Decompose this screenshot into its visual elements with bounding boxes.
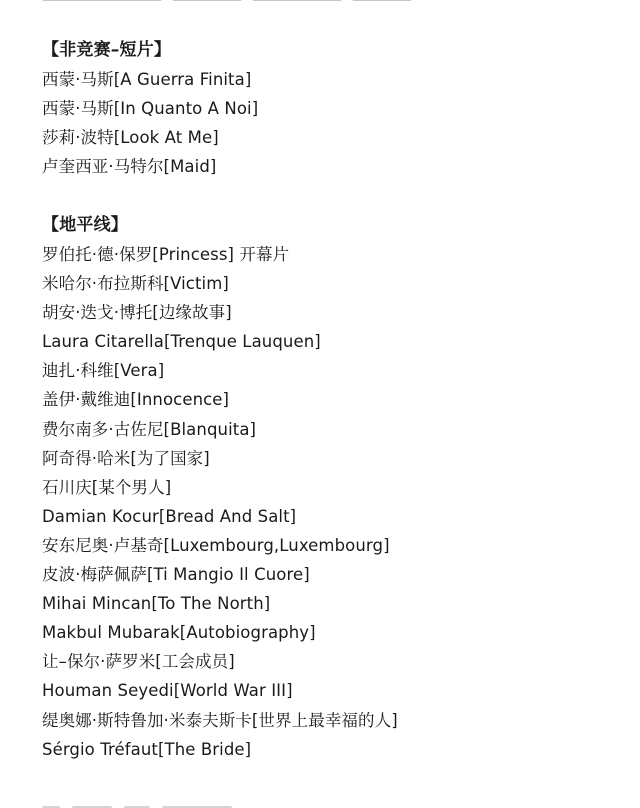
list-item: 迪扎·科维[Vera] xyxy=(42,361,165,381)
cropped-text-line-top xyxy=(42,0,422,2)
list-item: Damian Kocur[Bread And Salt] xyxy=(42,506,297,526)
list-item: 石川庆[某个男人] xyxy=(42,477,172,497)
section-orizzonti xyxy=(42,211,622,764)
list-item: 皮波·梅萨佩萨[Ti Mangio Il Cuore] xyxy=(42,565,310,585)
list-item: 罗伯托·德·保罗[Princess] 开幕片 xyxy=(42,245,290,264)
list-item: 缇奥娜·斯特鲁加·米泰夫斯卡[世界上最幸福的人] xyxy=(42,710,398,730)
list-item: 西蒙·马斯[In Quanto A Noi] xyxy=(42,99,259,119)
list-item: 费尔南多·古佐尼[Blanquita] xyxy=(42,419,257,439)
list-item: 米哈尔·布拉斯科[Victim] xyxy=(42,274,229,294)
list-item: 西蒙·马斯[A Guerra Finita] xyxy=(42,70,252,89)
film-list xyxy=(42,65,622,181)
section-non-competition-shorts xyxy=(42,36,622,181)
list-item: Sérgio Tréfaut[The Bride] xyxy=(42,739,252,759)
list-item: 阿奇得·哈米[为了国家] xyxy=(42,448,210,468)
list-item: Laura Citarella[Trenque Lauquen] xyxy=(42,332,321,352)
list-item: 卢奎西亚·马特尔[Maid] xyxy=(42,157,217,177)
film-list xyxy=(42,240,622,764)
list-item: Mihai Mincan[To The North] xyxy=(42,594,271,614)
cropped-text-line-bottom xyxy=(42,796,342,808)
section-heading: 【非竞赛–短片】 xyxy=(42,40,172,60)
list-item: 盖伊·戴维迪[Innocence] xyxy=(42,390,230,410)
list-item: Makbul Mubarak[Autobiography] xyxy=(42,623,316,643)
list-item: 莎莉·波特[Look At Me] xyxy=(42,128,219,148)
list-item: 安东尼奥·卢基奇[Luxembourg,Luxembourg] xyxy=(42,535,390,555)
list-item: 让–保尔·萨罗米[工会成员] xyxy=(42,652,235,672)
list-item: 胡安·迭戈·博托[边缘故事] xyxy=(42,303,232,323)
section-heading: 【地平线】 xyxy=(42,215,128,235)
list-item: Houman Seyedi[World War III] xyxy=(42,681,293,701)
